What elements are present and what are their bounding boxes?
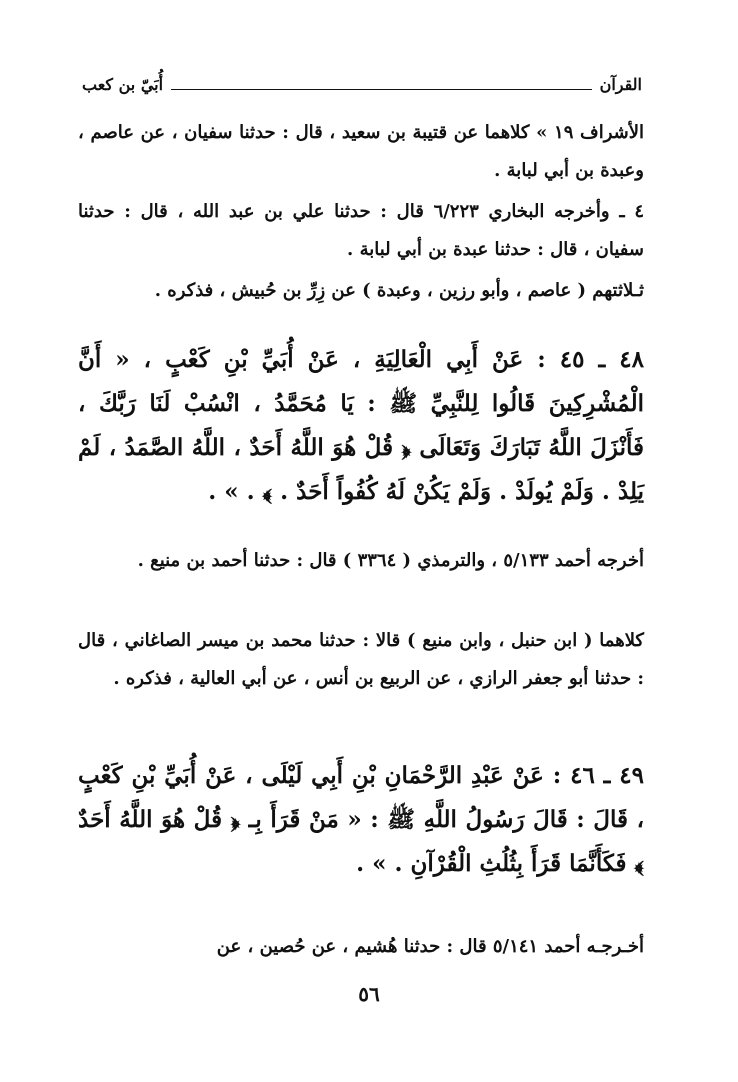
reference-continuation: الأشراف ١٩ » كلاهما عن قتيبة بن سعيد ، قال : حدثنا سفيان ، عن عاصم ، وعبدة بن أبي لبابة . bbox=[78, 122, 644, 181]
narrators-summary: ثـلاثتهم ( عاصم ، وأبو رزين ، وعبدة ) عن زِرِّ بن حُبيش ، فذكره . bbox=[154, 280, 644, 301]
reference-ahmad-tirmidhi: أخرجه أحمد ٥/١٣٣ ، والترمذي ( ٣٣٦٤ ) قال : حدثنا أحمد بن منيع . bbox=[137, 550, 644, 571]
page-number: ٥٦ bbox=[358, 982, 380, 1006]
header-author: أُبَيّ بن كعب bbox=[82, 74, 164, 94]
reference-bukhari: ٤ ـ وأخرجه البخاري ٦/٢٢٣ قال : حدثنا علي بن عبد الله ، قال : حدثنا سفيان ، قال : حدثنا عبدة بن أبي لبابة . bbox=[78, 201, 644, 260]
hadith-48-text: ٤٨ ـ ٤٥ : عَنْ أَبِي الْعَالِيَةِ ، عَنْ أُبَيِّ بْنِ كَعْبٍ ، « أَنَّ الْمُشْرِكِينَ قَالُوا لِلنَّبِيِّ ﷺ : يَا مُحَمَّدُ ، انْسُبْ لَنَا رَبَّكَ ، فَأَنْزَلَ اللَّهُ تَبَارَكَ وَتَعَالَى ﴿ قُلْ هُوَ اللَّهُ أَحَدٌ ، اللَّهُ الصَّمَدُ ، لَمْ يَلِدْ . وَلَمْ يُولَدْ . وَلَمْ يَكُنْ لَهُ كُفُواً أَحَدٌ . ﴾ . » . bbox=[78, 346, 644, 505]
chain-both: كلاهما ( ابن حنبل ، وابن منيع ) قالا : حدثنا محمد بن ميسر الصاغاني ، قال : حدثنا أبو جعفر الرازي ، عن الربيع بن أنس ، عن أبي العالية ، فذكره . bbox=[78, 630, 644, 689]
header-chapter: القرآن bbox=[599, 74, 642, 94]
header-rule bbox=[171, 89, 592, 90]
reference-ahmad-2: أخـرجـه أحمد ٥/١٤١ قال : حدثنا هُشيم ، عن حُصين ، عن bbox=[216, 936, 644, 957]
hadith-49-text: ٤٩ ـ ٤٦ : عَنْ عَبْدِ الرَّحْمَانِ بْنِ أَبِي لَيْلَى ، عَنْ أُبَيِّ بْنِ كَعْبٍ ، قَالَ : قَالَ رَسُولُ اللَّهِ ﷺ : « مَنْ قَرَأَ بِـ ﴿ قُلْ هُوَ اللَّهُ أَحَدٌ ﴾ فَكَأَنَّمَا قَرَأَ بِثُلُثِ الْقُرْآنِ . » . bbox=[78, 762, 644, 877]
running-header bbox=[82, 72, 642, 96]
